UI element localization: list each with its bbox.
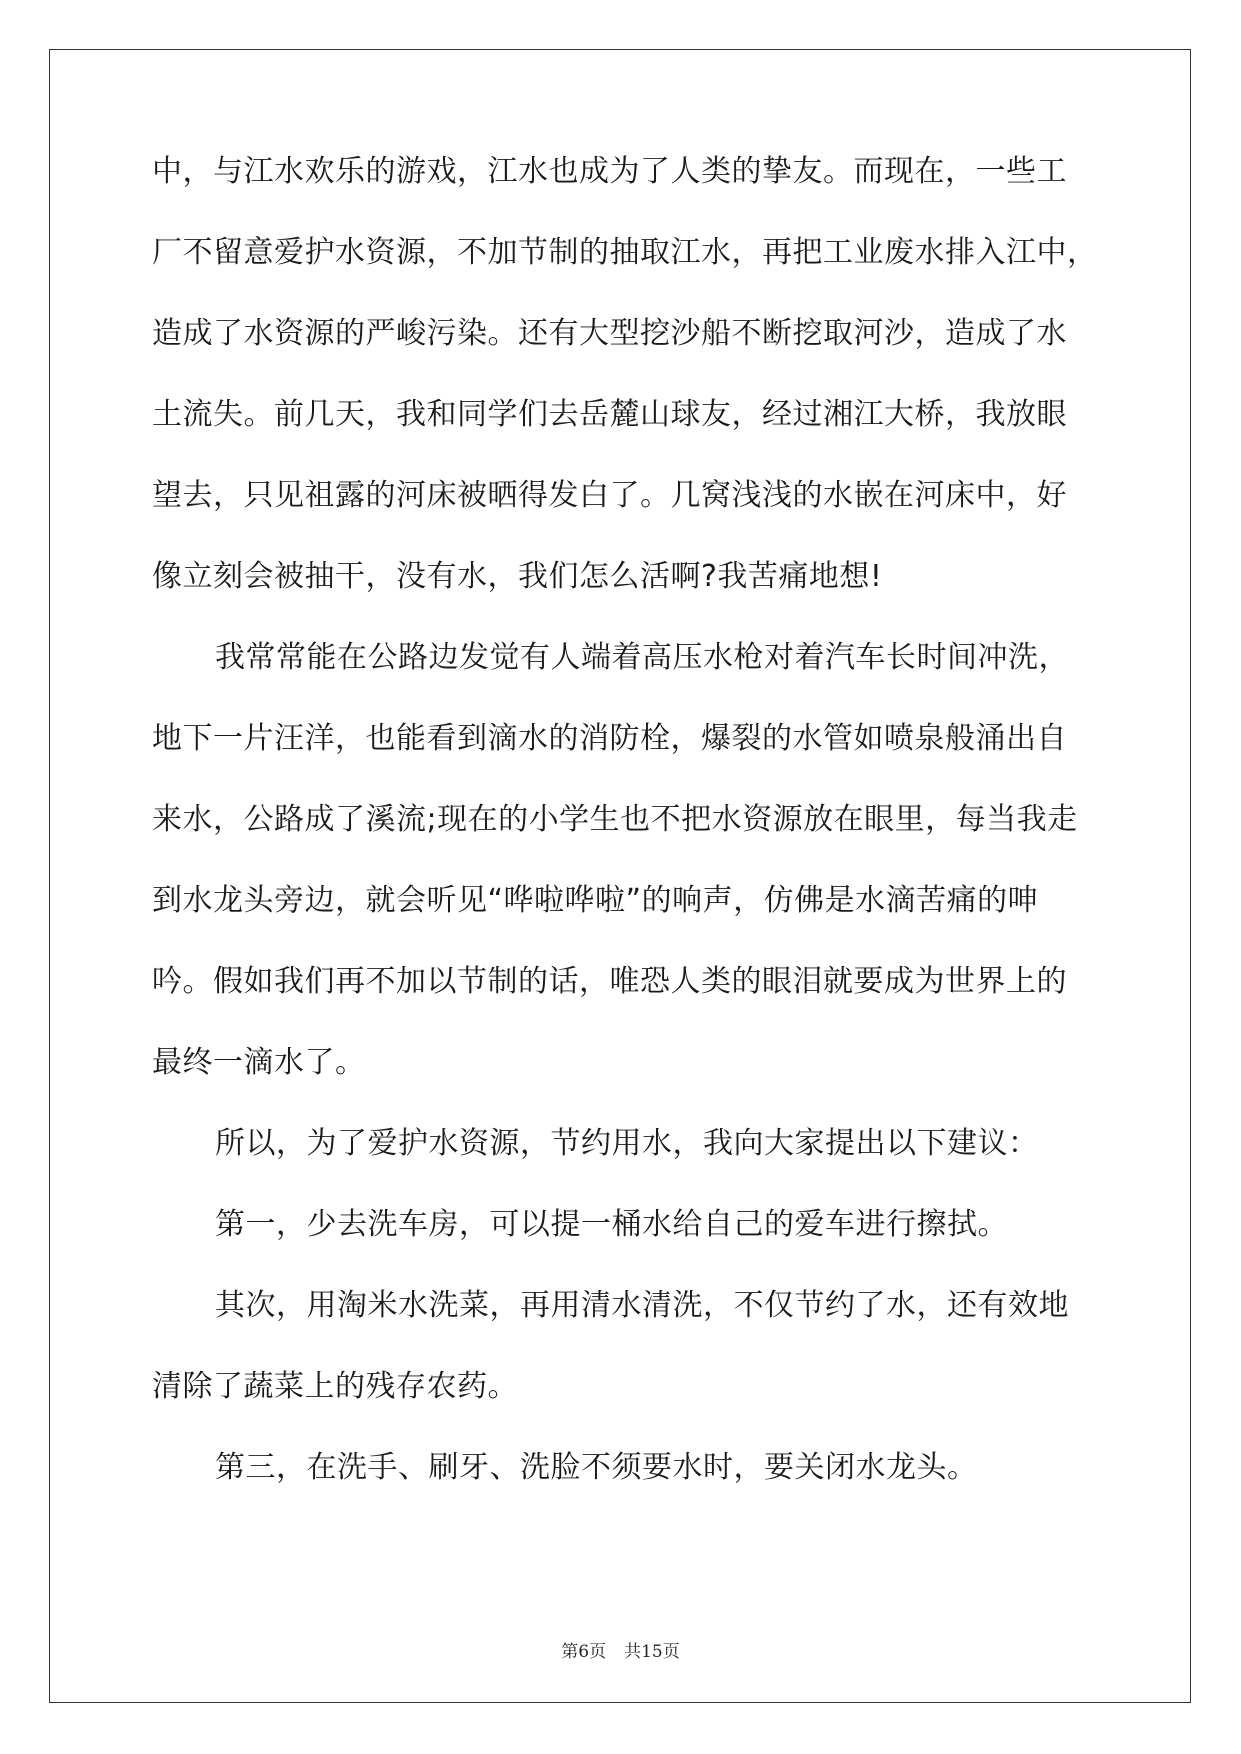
text-line: 土流失。前几天，我和同学们去岳麓山球友，经过湘江大桥，我放眼 <box>152 397 1067 432</box>
text-line: 望去，只见祖露的河床被晒得发白了。几窝浅浅的水嵌在河床中，好 <box>152 478 1067 513</box>
text-line: 清除了蔬菜上的残存农药。 <box>152 1369 518 1404</box>
page-total: 共15页 <box>624 1642 680 1662</box>
text-line: 我常常能在公路边发觉有人端着高压水枪对着汽车长时间冲洗， <box>215 640 1069 675</box>
text-line: 地下一片汪洋，也能看到滴水的消防栓，爆裂的水管如喷泉般涌出自 <box>152 721 1067 756</box>
text-line: 厂不留意爱护水资源，不加节制的抽取江水，再把工业废水排入江中， <box>152 235 1098 270</box>
text-line: 到水龙头旁边，就会听见“哗啦哗啦”的响声，仿佛是水滴苦痛的呻 <box>152 883 1039 918</box>
text-line: 中，与江水欢乐的游戏，江水也成为了人类的挚友。而现在，一些工 <box>152 154 1067 189</box>
text-line: 造成了水资源的严峻污染。还有大型挖沙船不断挖取河沙，造成了水 <box>152 316 1067 351</box>
text-line: 像立刻会被抽干，没有水，我们怎么活啊?我苦痛地想! <box>152 559 883 594</box>
text-line: 第三，在洗手、刷牙、洗脸不须要水时，要关闭水龙头。 <box>215 1450 978 1485</box>
text-line: 来水，公路成了溪流;现在的小学生也不把水资源放在眼里，每当我走 <box>152 802 1078 837</box>
text-line: 所以，为了爱护水资源，节约用水，我向大家提出以下建议： <box>215 1126 1039 1161</box>
text-line: 第一，少去洗车房，可以提一桶水给自己的爱车进行擦拭。 <box>215 1207 1008 1242</box>
text-line: 吟。假如我们再不加以节制的话，唯恐人类的眼泪就要成为世界上的 <box>152 964 1067 999</box>
text-line: 最终一滴水了。 <box>152 1045 366 1080</box>
page-footer <box>0 1641 1241 1663</box>
page-number: 第6页 <box>561 1642 607 1662</box>
text-line: 其次，用淘米水洗菜，再用清水清洗，不仅节约了水，还有效地 <box>215 1288 1069 1323</box>
